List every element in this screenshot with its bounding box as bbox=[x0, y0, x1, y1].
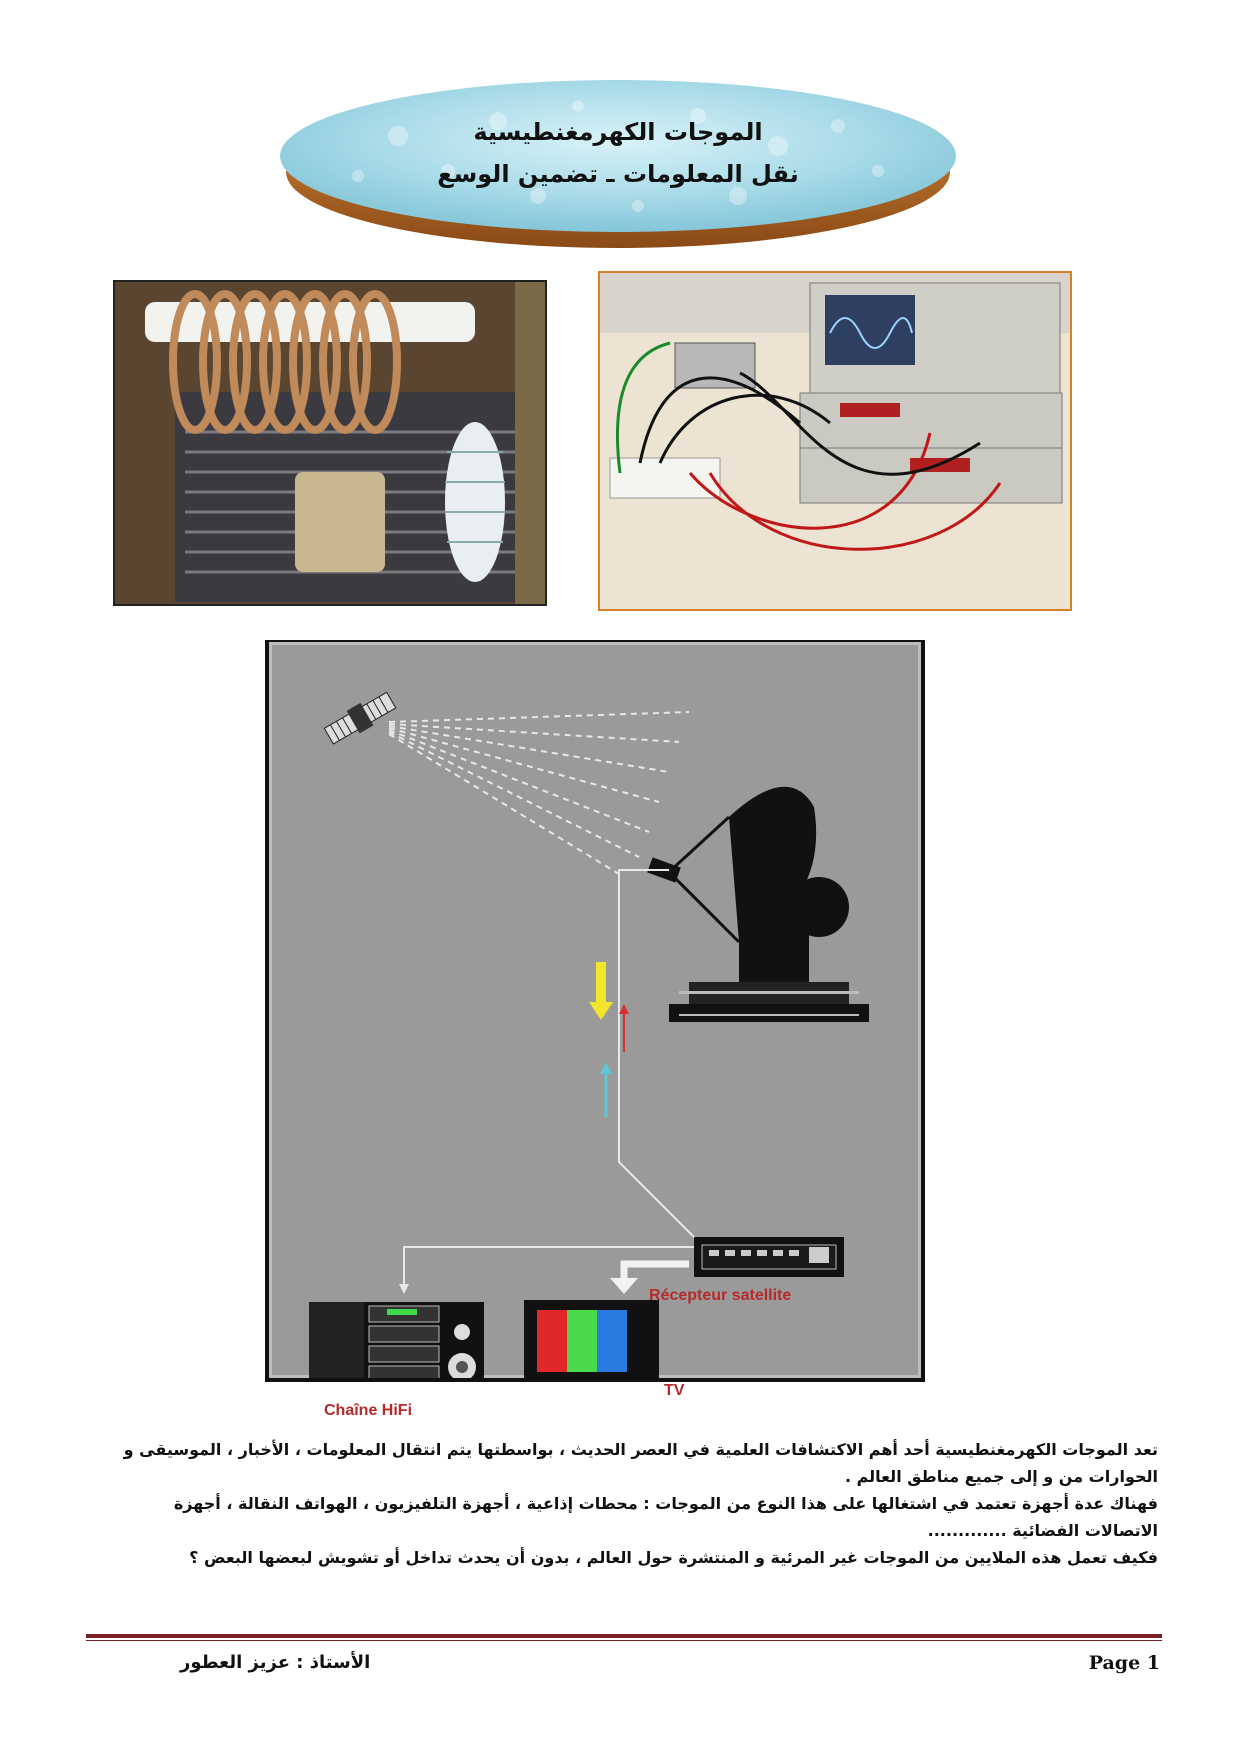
satellite-dish-icon bbox=[647, 787, 869, 1022]
footer-author: الأستاذ : عزيز العطور bbox=[180, 1652, 371, 1673]
footer-rule-thin bbox=[86, 1640, 1162, 1641]
footer-rule bbox=[86, 1634, 1162, 1638]
hifi-label: Chaîne HiFi bbox=[324, 1402, 413, 1419]
hifi-system-icon bbox=[309, 1302, 484, 1378]
coil-photo bbox=[113, 280, 547, 606]
page-title: الموجات الكهرمغنطيسية bbox=[473, 118, 763, 146]
receiver-label: Récepteur satellite bbox=[649, 1287, 792, 1304]
title-banner bbox=[278, 76, 958, 252]
satellite-receiver-icon bbox=[694, 1237, 844, 1277]
tv-label: TV bbox=[664, 1382, 685, 1399]
page-subtitle: نقل المعلومات ـ تضمين الوسع bbox=[437, 160, 799, 188]
paragraph-intro: تعد الموجات الكهرمغنطيسية أحد أهم الاكتشافات العلمية في العصر الحديث ، بواسطتها يتم انتقال المعلومات ، الأخبار ، الموسيقى و الحوارات من و إلى جميع مناطق العالم . bbox=[123, 1440, 1158, 1486]
signal-beam bbox=[389, 712, 689, 877]
paragraph-devices: فهناك عدة أجهزة تعتمد في اشتغالها على هذا النوع من الموجات : محطات إذاعية ، أجهزة التلفيزيون ، الهواتف النقالة ، أجهزة الاتصالات الفضائية ............. bbox=[173, 1494, 1158, 1540]
oscilloscope-lab-photo bbox=[598, 271, 1072, 611]
tv-icon bbox=[524, 1300, 659, 1378]
dish-cable bbox=[619, 870, 699, 1242]
yellow-arrow-icon bbox=[589, 962, 613, 1020]
body-text bbox=[118, 1436, 1158, 1571]
red-arrow-icon bbox=[619, 1004, 629, 1052]
satellite-reception-diagram bbox=[265, 640, 925, 1419]
paragraph-question: فكيف تعمل هذه الملايين من الموجات غير المرئية و المنتشرة حول العالم ، بدون أن يحدث تداخل أو تشويش لبعضها البعض ؟ bbox=[189, 1548, 1158, 1567]
cyan-arrow-icon bbox=[600, 1062, 612, 1117]
page-number: Page 1 bbox=[1088, 1652, 1160, 1674]
satellite-icon bbox=[322, 689, 397, 748]
